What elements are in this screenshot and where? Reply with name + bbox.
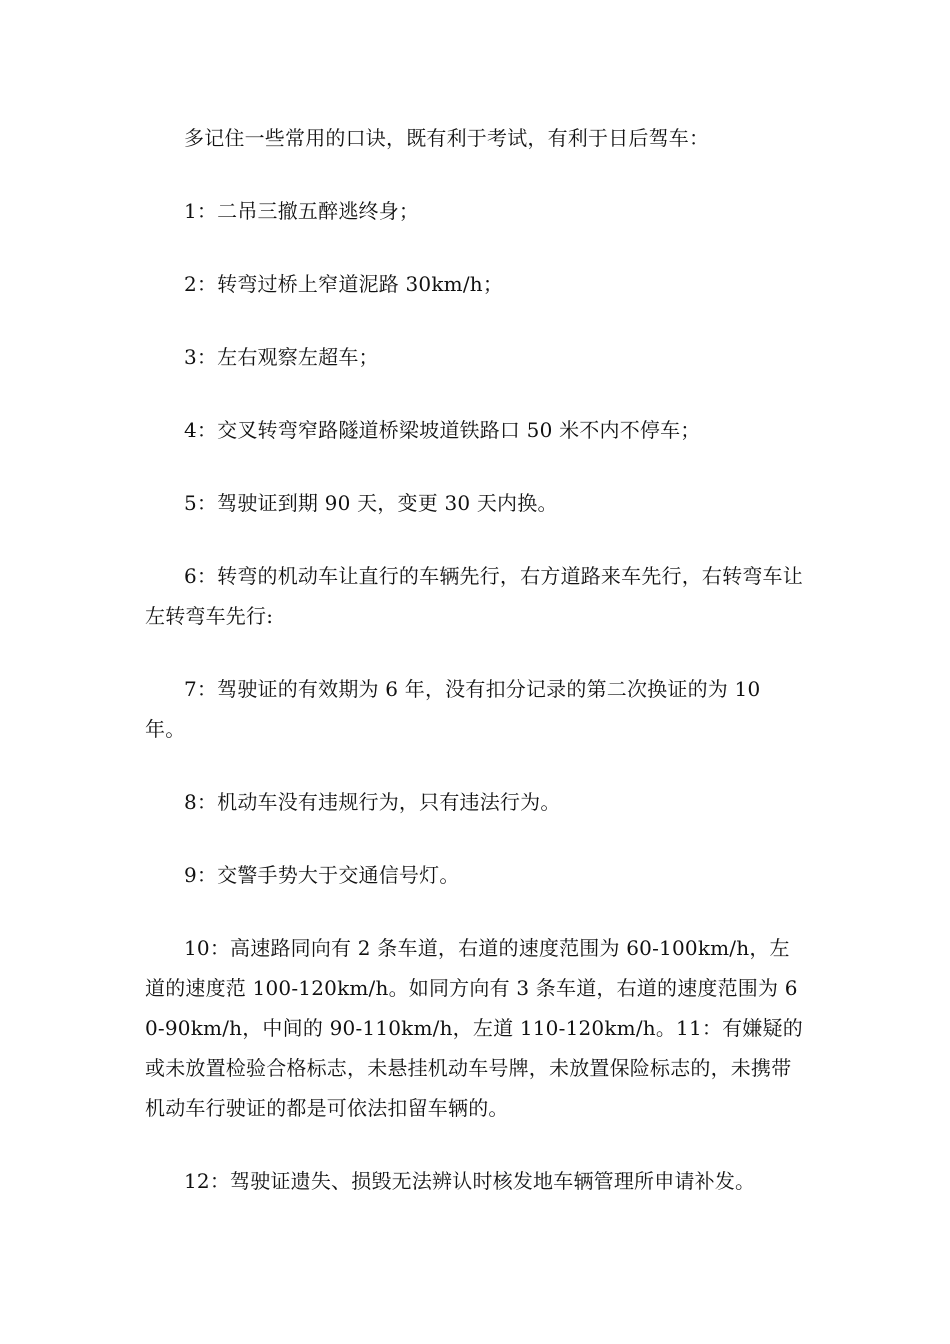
rule-3-paragraph: 3：左右观察左超车； [184,345,379,369]
rule-2-paragraph: 2：转弯过桥上窄道泥路 30km/h； [184,272,504,296]
rule-8-paragraph: 8：机动车没有违规行为，只有违法行为。 [184,790,561,814]
rule-1-paragraph: 1：二吊三撤五醉逃终身； [184,199,420,223]
rule-5-paragraph: 5：驾驶证到期 90 天，变更 30 天内换。 [184,491,558,515]
rule-10-11-paragraph: 10：高速路同向有 2 条车道，右道的速度范围为 60-100km/h，左道的速度范 100-120km/h。如同方向有 3 条车道，右道的速度范围为 60-90km/h，中间的 90-110km/h，左道 110-120km/h。11：有嫌疑的或未放置检验合格标志，未悬挂机动车号牌，未放置保险标志的，未携带机动车行驶证的都是可依法扣留车辆的。 [145,936,803,1120]
rule-4-paragraph: 4：交叉转弯窄路隧道桥梁坡道铁路口 50 米不内不停车； [184,418,701,442]
rule-12-paragraph: 12：驾驶证遗失、损毁无法辨认时核发地车辆管理所申请补发。 [184,1169,756,1193]
intro-paragraph: 多记住一些常用的口诀，既有利于考试，有利于日后驾车： [184,126,710,150]
rule-6-paragraph: 6：转弯的机动车让直行的车辆先行，右方道路来车先行，右转弯车让左转弯车先行: [145,564,803,628]
rule-9-paragraph: 9：交警手势大于交通信号灯。 [184,863,460,887]
document-body [145,118,805,1234]
rule-7-paragraph: 7：驾驶证的有效期为 6 年，没有扣分记录的第二次换证的为 10 年。 [145,677,761,741]
